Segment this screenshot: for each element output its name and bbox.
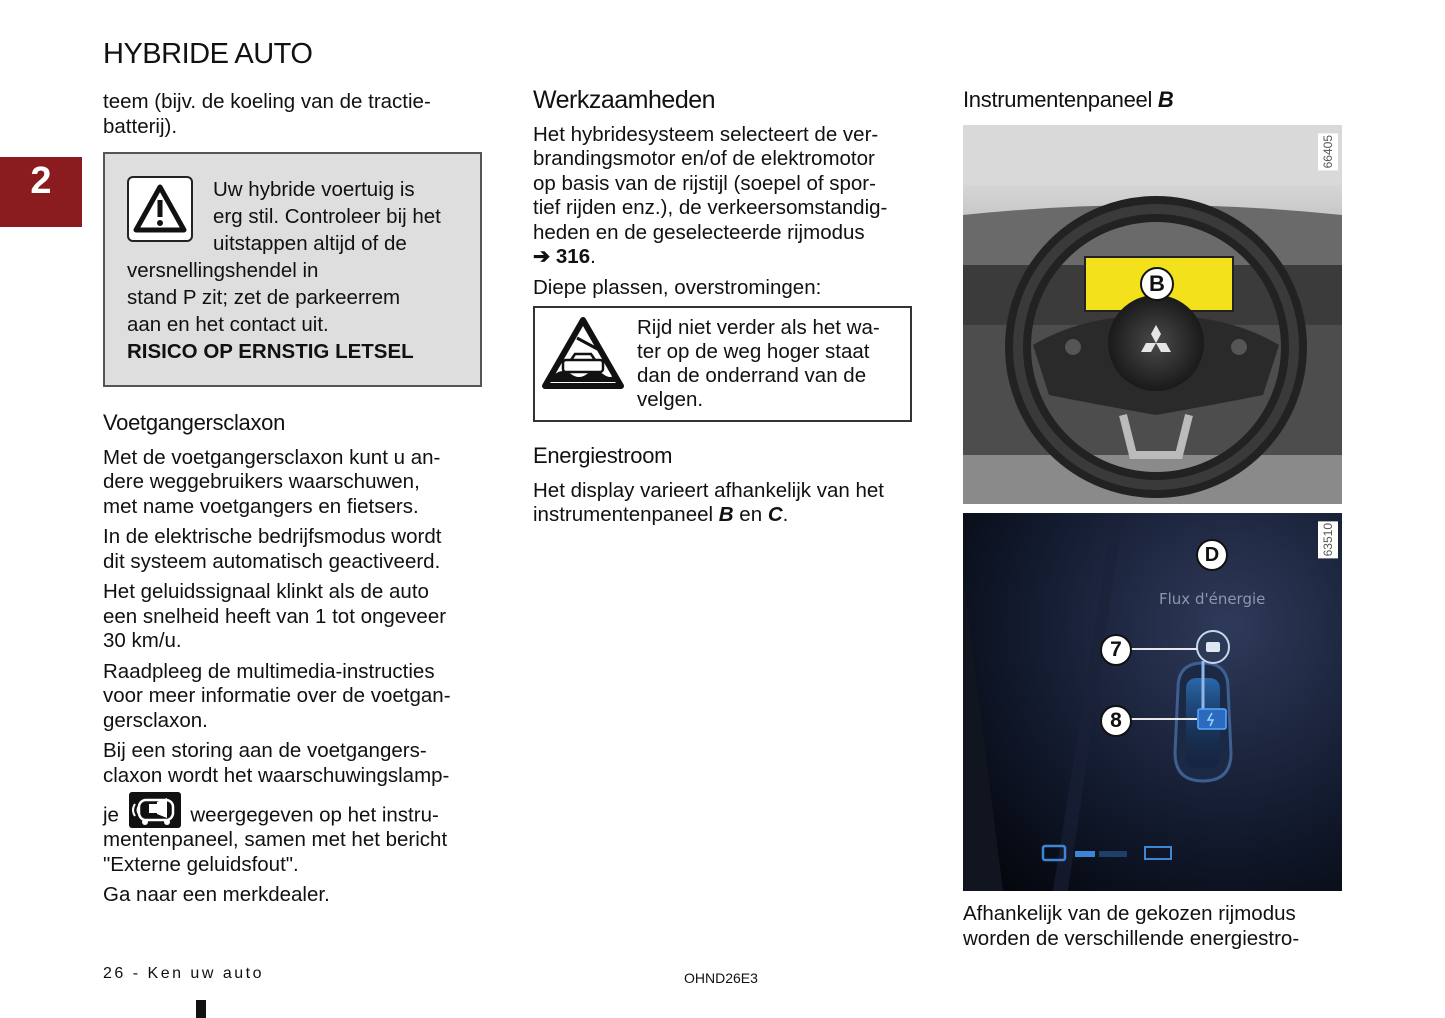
arrow-ref-icon: ➔ [533, 245, 551, 268]
page-reference-link[interactable]: 316 [555, 245, 591, 268]
paragraph-7: Ga naar een merkdealer. [103, 883, 330, 906]
text-line: dan de onderrand van de [637, 364, 867, 387]
warning-line: aan en het contact uit. [127, 313, 329, 336]
paragraph-diepe-plassen: Diepe plassen, overstromingen: [533, 275, 822, 299]
pedestrian-horn-warning-icon [129, 792, 181, 828]
text-line: tief rijden enz.), de verkeersomstandig- [533, 196, 888, 219]
paragraph-5 [103, 739, 483, 788]
text-line: een snelheid heeft van 1 tot ongeveer [103, 604, 447, 628]
page-footer: 26 - Ken uw auto [103, 965, 264, 982]
column-2 [533, 88, 918, 534]
flood-warning-text [637, 316, 880, 412]
image-number: 63510 [1318, 521, 1338, 558]
callout-7: 7 [1100, 634, 1132, 666]
text-line: claxon wordt het waarschuwingslamp- [103, 763, 450, 787]
column-1 [103, 90, 483, 914]
callout-b: B [1140, 267, 1174, 301]
text-line: Afhankelijk van de gekozen rijmodus [963, 902, 1296, 925]
warning-line: uitstappen altijd of de [213, 232, 407, 255]
text-line: dit systeem automatisch geactiveerd. [103, 549, 441, 573]
paragraph-4 [103, 660, 483, 734]
screen-title: Flux d'énergie [1159, 590, 1266, 608]
figure-caption [963, 902, 1353, 951]
title-ref: B [1157, 87, 1174, 112]
paragraph-6 [103, 792, 483, 877]
energy-flow-image [963, 513, 1342, 891]
paragraph-2 [103, 525, 483, 574]
panel-ref-c: C [767, 503, 783, 526]
section-title-instrumentenpaneel [963, 88, 1348, 113]
intro-text [103, 90, 483, 139]
text-line: Het geluidssignaal klinkt als de auto [103, 580, 429, 603]
text-line: Rijd niet verder als het wa- [637, 316, 880, 339]
text-line: Bij een storing aan de voetgangers- [103, 739, 427, 762]
warning-line: stand P zit; zet de parkeerrem [127, 286, 401, 309]
text-line: ter op de weg hoger staat [637, 340, 870, 363]
text-line: . [782, 503, 789, 526]
text-line: je [103, 803, 119, 827]
text-line: . [590, 245, 596, 268]
text-line: mentenpaneel, samen met het bericht [103, 828, 448, 851]
panel-ref-b: B [718, 503, 734, 526]
flood-warning-box [533, 306, 912, 422]
intro-line: teem (bijv. de koeling van de tractie- [103, 90, 431, 113]
text-line: Met de voetgangersclaxon kunt u an- [103, 445, 441, 469]
steering-wheel-image [963, 125, 1342, 504]
paragraph-energiestroom [533, 479, 918, 528]
text-line: Het hybridesysteem selecteert de ver- [533, 122, 879, 146]
section-title-energiestroom: Energiestroom [533, 443, 673, 468]
chapter-tab: 2 [0, 157, 82, 227]
flood-warning-icon [541, 316, 625, 390]
column-3 [963, 88, 1348, 123]
text-line: In de elektrische bedrijfsmodus wordt [103, 525, 442, 548]
text-line: weergegeven op het instru- [190, 803, 439, 827]
text-line: brandingsmotor en/of de elektromotor [533, 147, 875, 170]
warning-triangle-icon [127, 176, 193, 242]
section-title-werkzaamheden: Werkzaamheden [533, 86, 716, 114]
text-line: op basis van de rijstijl (soepel of spor- [533, 171, 876, 195]
paragraph-werkzaamheden [533, 123, 918, 270]
text-line: velgen. [637, 388, 704, 411]
warning-line: versnellingshendel in [127, 259, 319, 282]
text-line: gersclaxon. [103, 708, 208, 732]
text-line: met name voetgangers en fietsers. [103, 494, 419, 518]
section-title-voetgangersclaxon: Voetgangersclaxon [103, 410, 286, 435]
callout-d: D [1196, 539, 1228, 571]
paragraph-3 [103, 580, 483, 654]
text-line: Het display varieert afhankelijk van het [533, 478, 884, 502]
crop-mark [196, 1000, 206, 1018]
text-line: 30 km/u. [103, 629, 182, 652]
warning-line: erg stil. Controleer bij het [213, 205, 441, 228]
image-number: 66405 [1318, 133, 1338, 170]
warning-risk: RISICO OP ERNSTIG LETSEL [127, 340, 414, 363]
intro-line: batterij). [103, 114, 178, 138]
text-line: instrumentenpaneel [533, 503, 714, 526]
page-title: HYBRIDE AUTO [103, 38, 313, 70]
warning-line: Uw hybride voertuig is [213, 178, 415, 201]
text-line: dere weggebruikers waarschuwen, [103, 470, 420, 493]
text-line: Raadpleeg de multimedia-instructies [103, 659, 435, 683]
text-line: heden en de geselecteerde rijmodus [533, 220, 865, 244]
warning-box [103, 152, 482, 387]
document-code: OHND26E3 [684, 970, 758, 986]
text-line: "Externe geluidsfout". [103, 852, 299, 876]
callout-8: 8 [1100, 705, 1132, 737]
text-line: voor meer informatie over de voetgan- [103, 684, 451, 707]
paragraph-1 [103, 446, 483, 520]
text-line: en [739, 503, 763, 526]
text-line: worden de verschillende energiestro- [963, 926, 1300, 950]
title-text: Instrumentenpaneel [963, 87, 1153, 112]
